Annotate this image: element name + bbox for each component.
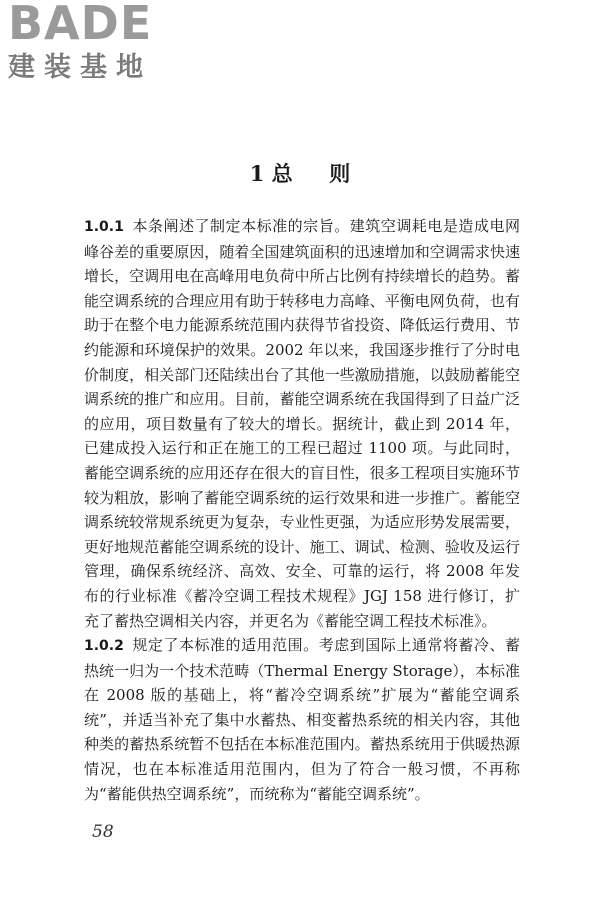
clause-number: 1.0.2 [84,638,124,655]
clause-number: 1.0.1 [84,219,124,235]
page-number: 58 [92,822,114,842]
logo-wordmark: BADE [8,0,153,50]
clause-text: 规定了本标准的适用范围。考虑到国际上通常将蓄冷、蓄热统一归为一个技术范畴（Thermal Energy Storage），本标准在 2008 版的基础上，将“蓄冷空调系统”扩展为“蓄能空调系统”，并适当补充了集中水蓄热、相变蓄热系统的相关内容，其他种类的蓄热系统暂不包括在本标准范围内。蓄热系统用于供暖热源情况，也在本标准适用范围内，但为了符合一般习惯，不再称为“蓄能供热空调系统”，而统称为“蓄能空调系统”。 [84,636,520,803]
logo-subtitle: 建装基地 [8,52,152,83]
chapter-title: 1 总 则 [249,161,351,186]
bade-logo [8,0,178,90]
clause-text: 本条阐述了制定本标准的宗旨。建筑空调耗电是造成电网峰谷差的重要原因，随着全国建筑面积的迅速增加和空调需求快速增长，空调用电在高峰用电负荷中所占比例有持续增长的趋势。蓄能空调系统的合理应用有助于转移电力高峰、平衡电网负荷，也有助于在整个电力能源系统范围内获得节省投资、降低运行费用、节约能源和环境保护的效果。2002 年以来，我国逐步推行了分时电价制度，相关部门还陆续出台了其他一些激励措施，以鼓励蓄能空调系统的推广和应用。目前，蓄能空调系统在我国得到了日益广泛的应用，项目数量有了较大的增长。据统计，截止到 2014 年，已建成投入运行和正在施工的工程已超过 1100 项。与此同时，蓄能空调系统的应用还存在很大的盲目性，很多工程项目实施环节较为粗放，影响了蓄能空调系统的运行效果和进一步推广。蓄能空调系统较常规系统更为复杂，专业性更强，为适应形势发展需要，更好地规范蓄能空调系统的设计、施工、调试、检测、验收及运行管理，确保系统经济、高效、安全、可靠的运行，将 2008 年发布的行业标准《蓄冷空调工程技术规程》JGJ 158 进行修订，扩充了蓄热空调相关内容，并更名为《蓄能空调工程技术标准》。 [84,217,520,630]
clause-1-0-1 [84,214,520,633]
body-text [84,214,520,806]
clause-1-0-2 [84,633,520,806]
